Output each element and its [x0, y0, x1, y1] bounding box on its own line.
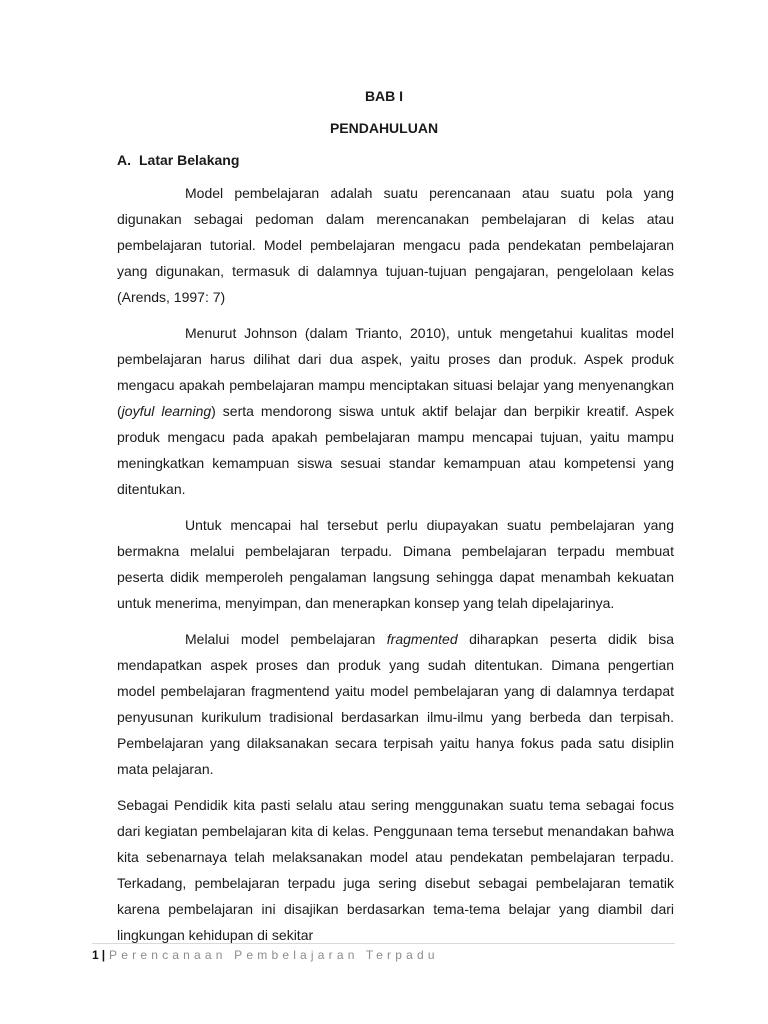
page-number: 1: [92, 948, 99, 962]
section-heading: [117, 152, 239, 168]
footer-divider: [92, 943, 675, 944]
paragraph: [117, 626, 674, 782]
italic-term: fragmented: [386, 631, 458, 647]
paragraph-text: Melalui model pembelajaran: [185, 631, 387, 647]
footer-separator: |: [101, 948, 106, 962]
paragraph-text: ) serta mendorong siswa untuk aktif belajar dan berpikir kreatif. Aspek produk mengacu pada apakah pembelajaran mampu mencapai tujuan, yaitu mampu meningkatkan kemampuan siswa sesuai standar kemampuan atau kompetensi yang ditentukan.: [117, 403, 674, 497]
section-number: A.: [117, 152, 131, 168]
paragraph: [117, 320, 674, 502]
italic-term: joyful learning: [121, 403, 212, 419]
section-title: Latar Belakang: [139, 152, 240, 168]
chapter-title: PENDAHULUAN: [329, 120, 439, 136]
paragraph-text: Sebagai Pendidik kita pasti selalu atau sering menggunakan suatu tema sebagai focus dari kegiatan pembelajaran kita di kelas. Penggunaan tema tersebut menandakan bahwa kita sebenarnaya telah melaksanakan model atau pendekatan pembelajaran terpadu. Terkadang, pembelajaran terpadu juga sering disebut sebagai pembelajaran tematik karena pembelajaran ini disajikan berdasarkan tema-tema belajar yang diambil dari lingkungan kehidupan di sekitar: [117, 797, 674, 943]
paragraph-text: Model pembelajaran adalah suatu perencanaan atau suatu pola yang digunakan sebagai pedoman dalam merencanakan pembelajaran di kelas atau pembelajaran tutorial. Model pembelajaran mengacu pada pendekatan pembelajaran yang digunakan, termasuk di dalamnya tujuan-tujuan pengajaran, pengelolaan kelas (Arends, 1997: 7): [117, 185, 674, 305]
footer-title: Perencanaan Pembelajaran Terpadu: [109, 948, 439, 962]
chapter-heading: BAB I: [364, 88, 404, 104]
page-footer: [92, 948, 439, 962]
paragraph-text: Menurut Johnson (dalam Trianto, 2010), untuk mengetahui kualitas model pembelajaran harus dilihat dari dua aspek, yaitu proses dan produk. Aspek produk mengacu apakah pembelajaran mampu menciptakan situasi belajar yang menyenangkan (: [117, 325, 674, 419]
paragraph: [117, 512, 674, 616]
body-text: [117, 180, 674, 943]
paragraph: [117, 792, 674, 943]
paragraph-text: diharapkan peserta didik bisa mendapatkan aspek proses dan produk yang sudah ditentukan. Dimana pengertian model pembelajaran fragmentend yaitu model pembelajaran yang di dalamnya terdapat penyusunan kurikulum tradisional berdasarkan ilmu-ilmu yang berbeda dan terpisah. Pembelajaran yang dilaksanakan secara terpisah yaitu hanya fokus pada satu disiplin mata pelajaran.: [117, 631, 674, 777]
paragraph-text: Untuk mencapai hal tersebut perlu diupayakan suatu pembelajaran yang bermakna melalui pembelajaran terpadu. Dimana pembelajaran terpadu membuat peserta didik memperoleh pengalaman langsung sehingga dapat menambah kekuatan untuk menerima, menyimpan, dan menerapkan konsep yang telah dipelajarinya.: [117, 517, 674, 611]
paragraph: [117, 180, 674, 310]
